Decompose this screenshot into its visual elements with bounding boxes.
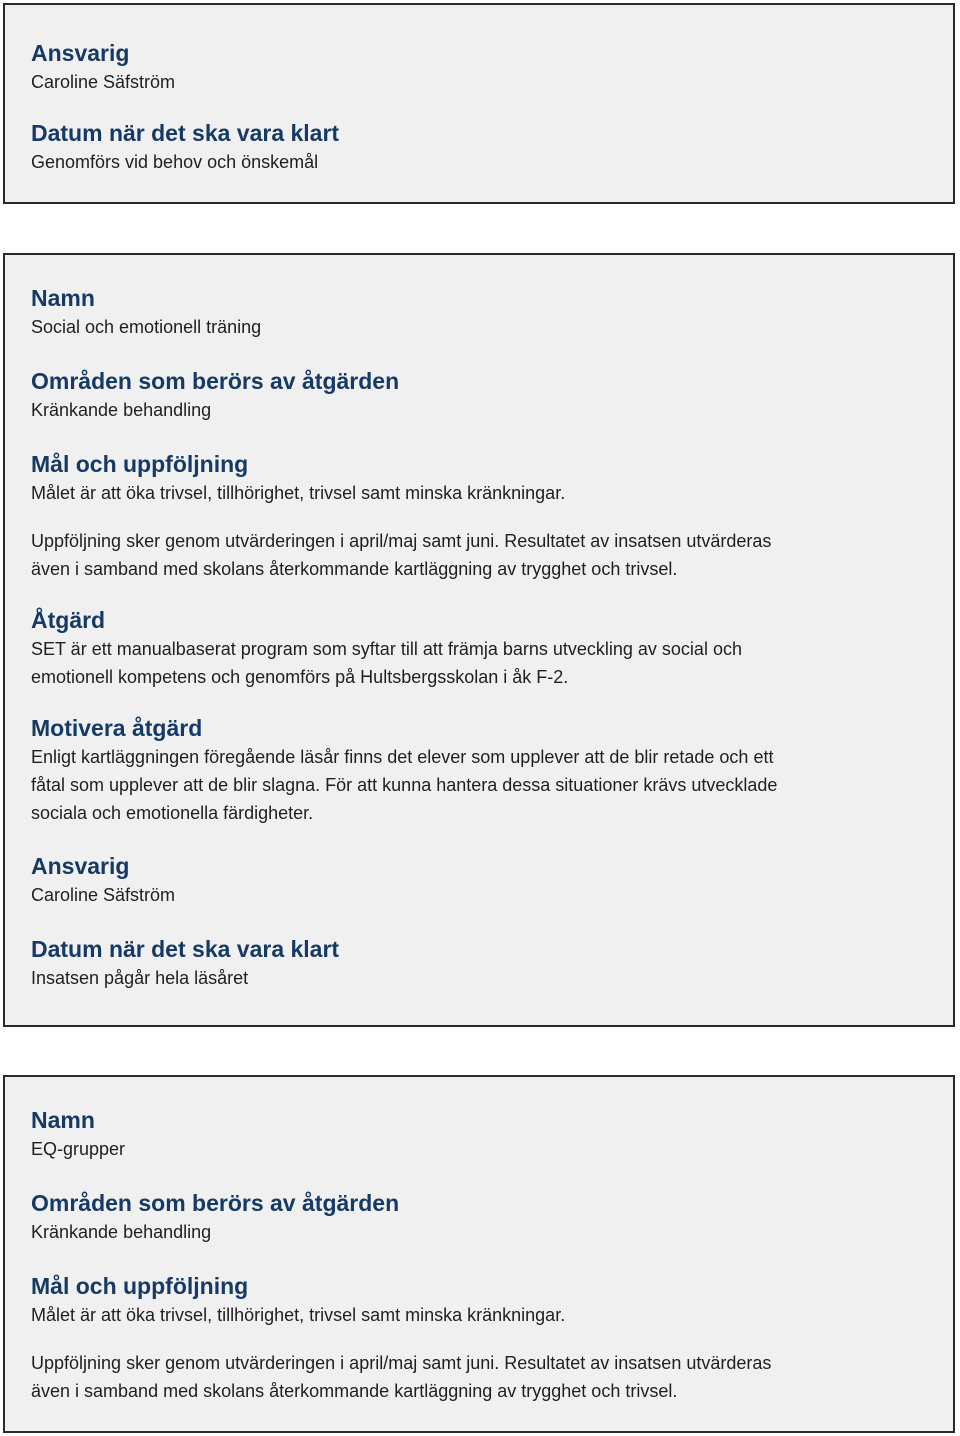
field-namn	[31, 283, 927, 341]
field-datum	[31, 934, 927, 992]
field-mal	[31, 449, 927, 583]
mal-heading: Mål och uppföljning	[31, 1273, 249, 1299]
field-motivera	[31, 713, 927, 827]
namn-heading: Namn	[31, 1107, 95, 1133]
datum-value: Insatsen pågår hela läsåret	[31, 968, 249, 988]
motivera-value-line3: sociala och emotionella färdigheter.	[31, 803, 314, 823]
mal-heading: Mål och uppföljning	[31, 451, 249, 477]
mal-value-followup-line1: Uppföljning sker genom utvärderingen i april/maj samt juni. Resultatet av insatsen utvärderas	[31, 1353, 772, 1373]
field-omraden	[31, 1188, 927, 1246]
field-ansvarig	[31, 851, 927, 909]
action-card-3	[3, 1075, 955, 1433]
atgard-value-line1: SET är ett manualbaserat program som syftar till att främja barns utveckling av social och	[31, 639, 742, 659]
mal-value-followup-line2: även i samband med skolans återkommande kartläggning av trygghet och trivsel.	[31, 1381, 678, 1401]
ansvarig-value: Caroline Säfström	[31, 72, 176, 92]
datum-heading: Datum när det ska vara klart	[31, 120, 340, 146]
mal-value-followup-line2: även i samband med skolans återkommande kartläggning av trygghet och trivsel.	[31, 559, 678, 579]
omraden-heading: Områden som berörs av åtgärden	[31, 1190, 400, 1216]
omraden-heading: Områden som berörs av åtgärden	[31, 368, 400, 394]
field-ansvarig	[31, 38, 927, 96]
mal-value-goal: Målet är att öka trivsel, tillhörighet, trivsel samt minska kränkningar.	[31, 1305, 566, 1325]
datum-value: Genomförs vid behov och önskemål	[31, 152, 319, 172]
mal-value-followup-line1: Uppföljning sker genom utvärderingen i april/maj samt juni. Resultatet av insatsen utvärderas	[31, 531, 772, 551]
motivera-heading: Motivera åtgärd	[31, 715, 203, 741]
ansvarig-value: Caroline Säfström	[31, 885, 176, 905]
namn-value: EQ-grupper	[31, 1139, 126, 1159]
ansvarig-heading: Ansvarig	[31, 40, 130, 66]
field-namn	[31, 1105, 927, 1163]
datum-heading: Datum när det ska vara klart	[31, 936, 340, 962]
omraden-value: Kränkande behandling	[31, 400, 212, 420]
field-atgard	[31, 605, 927, 691]
omraden-value: Kränkande behandling	[31, 1222, 212, 1242]
namn-value: Social och emotionell träning	[31, 317, 262, 337]
atgard-value-line2: emotionell kompetens och genomförs på Hultsbergsskolan i åk F-2.	[31, 667, 569, 687]
mal-value-goal: Målet är att öka trivsel, tillhörighet, trivsel samt minska kränkningar.	[31, 483, 566, 503]
motivera-value-line2: fåtal som upplever att de blir slagna. För att kunna hantera dessa situationer krävs utvecklade	[31, 775, 778, 795]
action-card-1	[3, 3, 955, 204]
field-datum	[31, 118, 927, 176]
action-card-2	[3, 253, 955, 1027]
motivera-value-line1: Enligt kartläggningen föregående läsår finns det elever som upplever att de blir retade och ett	[31, 747, 774, 767]
atgard-heading: Åtgärd	[31, 607, 106, 633]
namn-heading: Namn	[31, 285, 95, 311]
field-omraden	[31, 366, 927, 424]
field-mal	[31, 1271, 927, 1405]
ansvarig-heading: Ansvarig	[31, 853, 130, 879]
